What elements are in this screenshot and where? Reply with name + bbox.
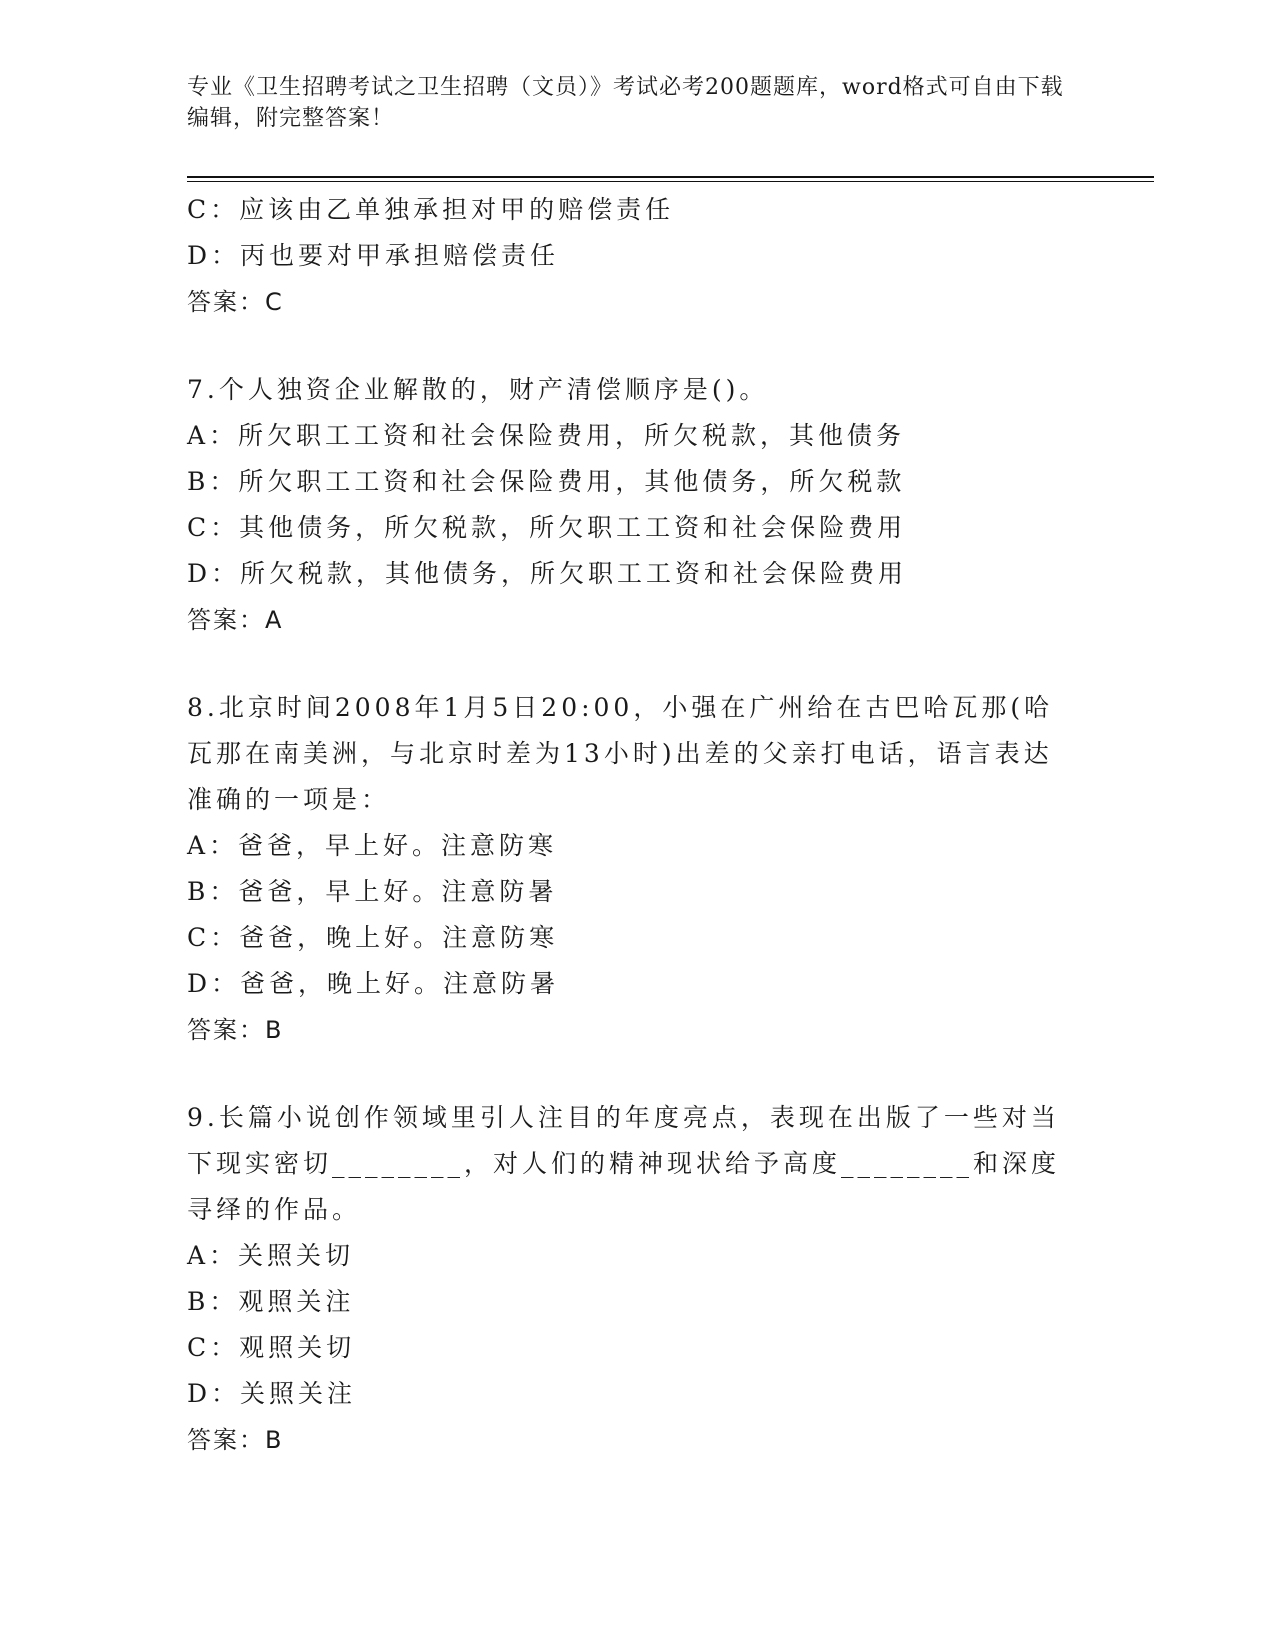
option-b: B：爸爸，早上好。注意防暑 (187, 877, 558, 906)
question-8 (187, 685, 1087, 1053)
question-7 (187, 367, 1087, 643)
spacer (187, 643, 1087, 685)
option-c: C：观照关切 (187, 1333, 356, 1362)
question-title: 7.个人独资企业解散的，财产清偿顺序是()。 (187, 375, 769, 404)
answer-line: 答案：A (187, 606, 284, 634)
option-d: D：爸爸，晚上好。注意防暑 (187, 969, 560, 998)
option-b: B：观照关注 (187, 1287, 355, 1316)
option-d: D：丙也要对甲承担赔偿责任 (187, 241, 560, 270)
option-b: B：所欠职工工资和社会保险费用，其他债务，所欠税款 (187, 467, 906, 496)
option-d: D：所欠税款，其他债务，所欠职工工资和社会保险费用 (187, 559, 908, 588)
question-title: 8.北京时间2008年1月5日20:00，小强在广州给在古巴哈瓦那(哈瓦那在南美洲，与北京时差为13小时)出差的父亲打电话，语言表达准确的一项是： (187, 693, 1054, 814)
option-a: A：关照关切 (187, 1241, 355, 1270)
prev-question (187, 187, 1087, 325)
option-d: D：关照关注 (187, 1379, 357, 1408)
answer-line: 答案：B (187, 1016, 284, 1044)
option-a: A：爸爸，早上好。注意防寒 (187, 831, 558, 860)
answer-line: 答案：B (187, 1426, 284, 1454)
header-rule-thin (187, 181, 1154, 182)
question-title: 9.长篇小说创作领域里引人注目的年度亮点，表现在出版了一些对当下现实密切________，对人们的精神现状给予高度________和深度寻绎的作品。 (187, 1103, 1061, 1224)
header-rule-thick (187, 176, 1154, 178)
spacer (187, 325, 1087, 367)
option-c: C：爸爸，晚上好。注意防寒 (187, 923, 559, 952)
question-9 (187, 1095, 1087, 1463)
spacer (187, 1053, 1087, 1095)
option-c: C：应该由乙单独承担对甲的赔偿责任 (187, 195, 675, 224)
document-header: 专业《卫生招聘考试之卫生招聘（文员）》考试必考200题题库，word格式可自由下载编辑，附完整答案！ (187, 75, 1064, 131)
option-a: A：所欠职工工资和社会保险费用，所欠税款，其他债务 (187, 421, 906, 450)
option-c: C：其他债务，所欠税款，所欠职工工资和社会保险费用 (187, 513, 907, 542)
answer-line: 答案：C (187, 288, 284, 316)
question-body (187, 187, 1087, 1463)
